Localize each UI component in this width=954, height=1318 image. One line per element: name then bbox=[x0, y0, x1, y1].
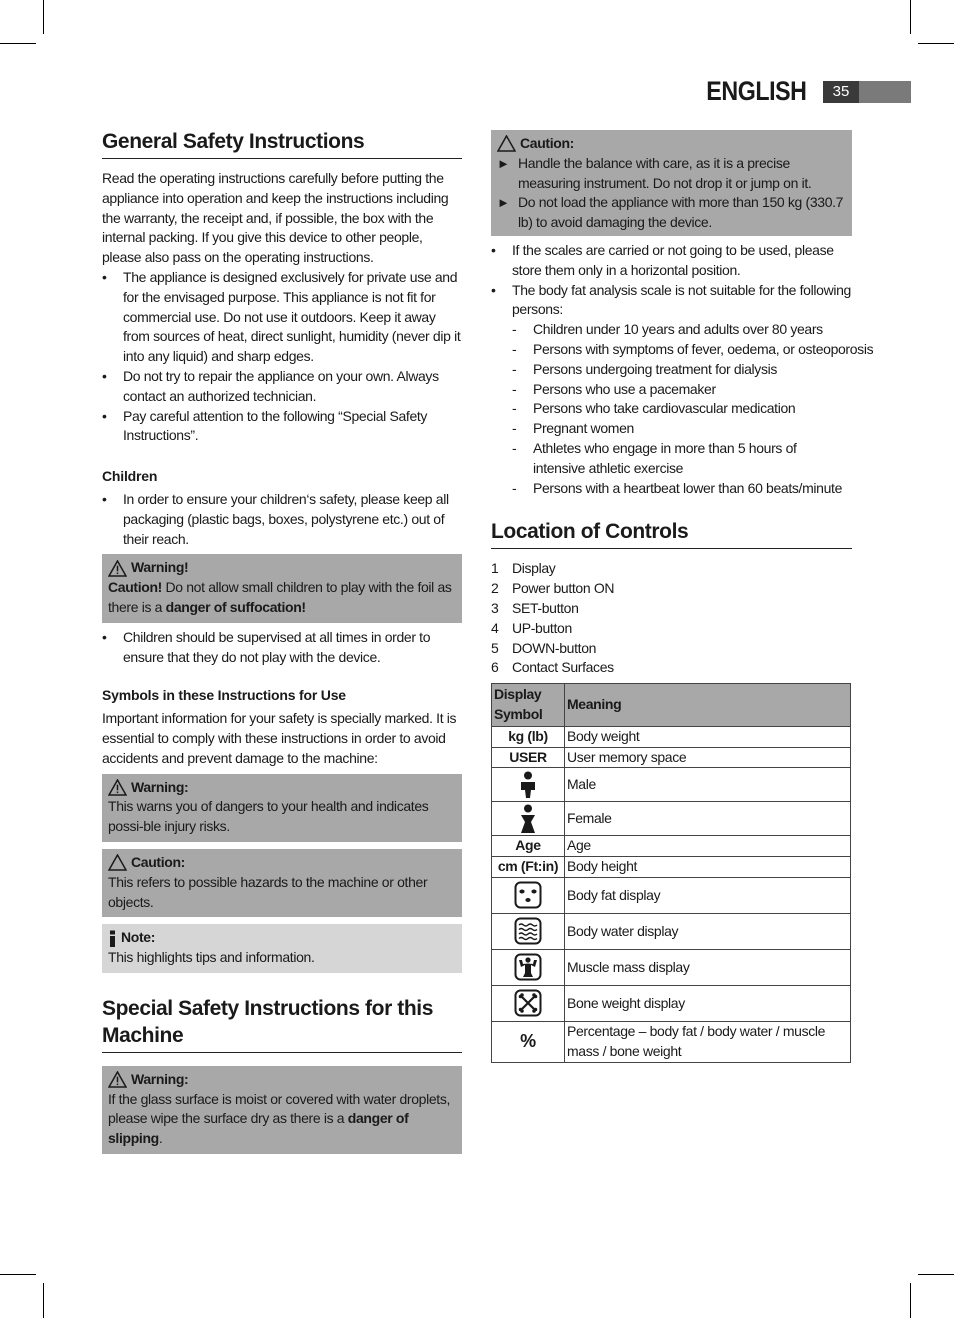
warning-icon bbox=[108, 560, 127, 577]
table-row: % Percentage – body fat / body water / muscle mass / bone weight bbox=[492, 1021, 851, 1062]
display-symbols-table bbox=[491, 683, 851, 1062]
list-item: • Pay careful attention to the following “Special Safety Instructions”. bbox=[102, 407, 462, 447]
right-caution-box bbox=[491, 130, 852, 236]
table-row: Male bbox=[492, 768, 851, 802]
bone-weight-icon bbox=[514, 989, 542, 1017]
controls-heading: Location of Controls bbox=[491, 518, 852, 549]
children-bullets-2 bbox=[102, 628, 462, 668]
language-label: ENGLISH bbox=[706, 76, 807, 106]
table-row: kg (lb) Body weight bbox=[492, 726, 851, 747]
warning-title: Warning! bbox=[108, 558, 456, 578]
list-item: 5 DOWN-button bbox=[491, 639, 597, 656]
controls-list bbox=[491, 559, 852, 678]
warning-text: This warns you of dangers to your health and indicates possi-ble injury risks. bbox=[108, 798, 429, 835]
list-item: • The body fat analysis scale is not suitable for the following persons: - Children under 10 years and adults over 80 years - Persons with symptoms of fever, oedema, or osteoporosis - Persons undergoing treatment for dialysis - Persons who use a pacemaker - Persons who take cardiovascular medication - Pregnant women - Athletes who engage in more than 5 hours of intensive athletic exercise - Persons with a heartbeat lower than 60 beats/minute bbox=[491, 281, 852, 499]
table-row: USER User memory space bbox=[492, 747, 851, 768]
general-intro: Read the operating instructions carefully before putting the appliance into operation and keep the instructions including the warranty, the receipt and, if possible, the box with the internal packing. If you give this device to other people, please also pass on the operating instructions. bbox=[102, 170, 449, 266]
table-row: Body fat display bbox=[492, 877, 851, 913]
note-text: This highlights tips and information. bbox=[108, 949, 315, 966]
caution-title: Caution: bbox=[497, 134, 846, 154]
page-bar bbox=[859, 81, 911, 103]
special-warning-box bbox=[102, 1066, 462, 1154]
list-item: - Persons with symptoms of fever, oedema, or osteoporosis bbox=[512, 340, 852, 360]
caution-title: Caution: bbox=[108, 853, 456, 873]
body-fat-icon bbox=[514, 881, 542, 909]
warning-text: If the glass surface is moist or covered with water droplets, please wipe the surface dry as there is a danger of slipping. bbox=[108, 1090, 451, 1147]
crop-mark bbox=[0, 43, 36, 44]
caution-icon bbox=[108, 854, 127, 871]
list-item: - Persons undergoing treatment for dialysis bbox=[512, 360, 852, 380]
crop-mark bbox=[43, 1283, 44, 1318]
right-bullets bbox=[491, 241, 874, 498]
caution-list bbox=[497, 154, 846, 233]
list-item: ► Handle the balance with care, as it is a precise measuring instrument. Do not drop it or jump on it. bbox=[497, 154, 846, 194]
female-icon bbox=[518, 804, 538, 834]
list-item: • Children should be supervised at all times in order to ensure that they do not play with the device. bbox=[102, 628, 462, 668]
crop-mark bbox=[43, 0, 44, 34]
table-header bbox=[492, 684, 851, 727]
symbols-note-box bbox=[102, 924, 462, 973]
crop-mark bbox=[910, 0, 911, 34]
page-header bbox=[690, 76, 911, 107]
male-icon bbox=[519, 771, 537, 799]
warning-text: Caution! Do not allow small children to play with the foil as there is a danger of suffocation! bbox=[108, 579, 452, 615]
table-row: Bone weight display bbox=[492, 985, 851, 1021]
list-item: • If the scales are carried or not going to be used, please store them only in a horizontal position. bbox=[491, 241, 852, 281]
list-item: 1 Display bbox=[491, 560, 556, 577]
general-safety-heading: General Safety Instructions bbox=[102, 128, 462, 159]
symbols-warning-box bbox=[102, 774, 462, 842]
table-row: Body water display bbox=[492, 913, 851, 949]
warning-title: Warning: bbox=[108, 1070, 456, 1090]
note-title: Note: bbox=[108, 928, 456, 948]
symbols-heading: Symbols in these Instructions for Use bbox=[102, 687, 346, 704]
muscle-mass-icon bbox=[514, 953, 542, 981]
header-meaning: Meaning bbox=[565, 684, 851, 727]
list-item: • The appliance is designed exclusively for private use and for the envisaged purpose. This appliance is not fit for commercial use. Do not use it outdoors. Keep it away from sources of heat, direct sunlight, humidity (never dip it into any liquid) and sharp edges. bbox=[102, 268, 462, 367]
list-item: • In order to ensure your children‘s safety, please keep all packaging (plastic bags, boxes, polystyrene etc.) out of their reach. bbox=[102, 490, 462, 549]
crop-mark bbox=[910, 1283, 911, 1318]
left-column bbox=[102, 128, 462, 1154]
list-item: 3 SET-button bbox=[491, 599, 579, 616]
list-item: - Athletes who engage in more than 5 hours of intensive athletic exercise bbox=[512, 439, 852, 479]
list-item: 2 Power button ON bbox=[491, 580, 615, 597]
list-item: 4 UP-button bbox=[491, 619, 572, 636]
list-item: - Children under 10 years and adults over 80 years bbox=[512, 320, 852, 340]
caution-icon bbox=[497, 135, 516, 152]
unsuitable-persons-list bbox=[512, 320, 874, 498]
right-column bbox=[491, 130, 874, 1063]
info-icon bbox=[108, 930, 117, 947]
header-display-symbol: Display Symbol bbox=[492, 684, 565, 727]
list-item: - Persons who take cardiovascular medication bbox=[512, 399, 852, 419]
warning-icon bbox=[108, 779, 127, 796]
general-bullets bbox=[102, 268, 462, 446]
list-item: - Persons who use a pacemaker bbox=[512, 380, 852, 400]
list-item: 6 Contact Surfaces bbox=[491, 659, 614, 676]
table-row: cm (Ft:in) Body height bbox=[492, 857, 851, 878]
symbols-intro: Important information for your safety is specially marked. It is essential to comply with these instructions in order to avoid accidents and prevent damage to the machine: bbox=[102, 710, 457, 766]
crop-mark bbox=[0, 1274, 36, 1275]
list-item: ► Do not load the appliance with more than 150 kg (330.7 lb) to avoid damaging the device. bbox=[497, 193, 846, 233]
list-item: - Pregnant women bbox=[512, 419, 852, 439]
table-row: Age Age bbox=[492, 836, 851, 857]
table-row: Muscle mass display bbox=[492, 949, 851, 985]
crop-mark bbox=[918, 43, 954, 44]
warning-title: Warning: bbox=[108, 778, 456, 798]
special-safety-heading: Special Safety Instructions for this Machine bbox=[102, 995, 462, 1053]
symbols-caution-box bbox=[102, 849, 462, 917]
list-item: - Persons with a heartbeat lower than 60 beats/minute bbox=[512, 479, 852, 499]
body-water-icon bbox=[514, 917, 542, 945]
children-heading: Children bbox=[102, 468, 158, 485]
children-bullets bbox=[102, 490, 462, 549]
page-number: 35 bbox=[823, 81, 859, 103]
children-warning-box bbox=[102, 554, 462, 622]
table-row: Female bbox=[492, 802, 851, 836]
list-item: • Do not try to repair the appliance on your own. Always contact an authorized technician. bbox=[102, 367, 462, 407]
crop-mark bbox=[918, 1274, 954, 1275]
warning-icon bbox=[108, 1071, 127, 1088]
caution-text: This refers to possible hazards to the machine or other objects. bbox=[108, 873, 428, 910]
